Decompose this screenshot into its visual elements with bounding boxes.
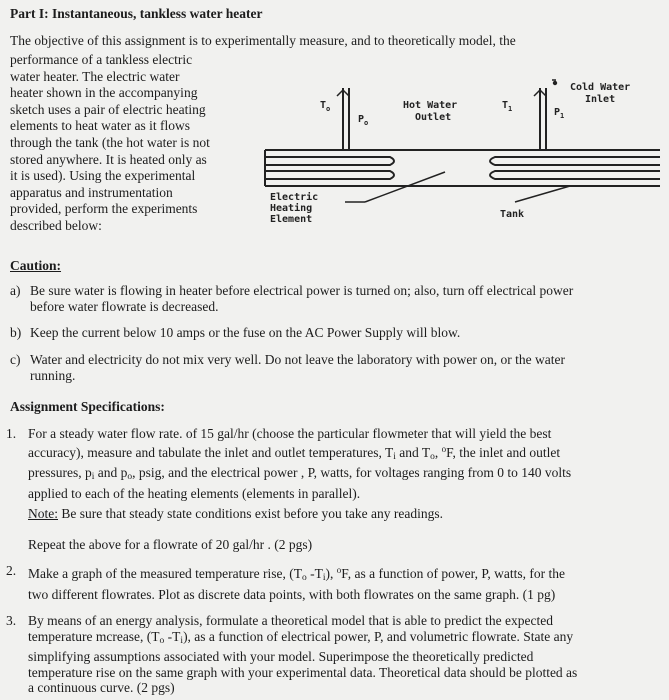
spec-line: accuracy), measure and tabulate the inlet and outlet temperatures, $T_i$ and $T_o$, $^o$F, the inlet and outlet <box>28 443 561 462</box>
page-title: Part I: Instantaneous, tankless water heater <box>10 6 263 21</box>
intro-first-line: The objective of this assignment is to experimentally measure, and to theoretically model, the <box>10 33 516 48</box>
caution-item-c <box>10 352 650 383</box>
tank-body <box>265 150 660 186</box>
spec-line: Make a graph of the measured temperature rise, ($T_o$ $-T_i$), $^o$F, as a function of power, P, watts, for the <box>28 565 565 583</box>
intro-line: stored anywhere. It is heated only as <box>10 151 207 167</box>
caution-item-b <box>10 325 650 341</box>
caution-item-a <box>10 283 650 314</box>
spec-line: By means of an energy analysis, formulate a theoretical model that is able to predict the expected <box>28 613 553 628</box>
intro-line: performance of a tankless electric <box>10 52 193 67</box>
caution-line: Water and electricity do not mix very well. Do not leave the laboratory with power on, or the water <box>30 352 565 367</box>
inlet-label: Inlet <box>585 94 616 105</box>
intro-line: elements to heat water as it flows <box>10 118 190 134</box>
caution-line: Be sure water is flowing in heater before electrical power is turned on; also, turn off electrical power <box>30 283 574 298</box>
spec-label: 1. <box>6 426 17 441</box>
intro-line: heater shown in the accompanying <box>10 85 198 101</box>
tank-label: Tank <box>500 209 525 220</box>
specs-heading: Assignment Specifications: <box>10 399 165 414</box>
intro-line: it is used). Using the experimental <box>10 168 196 184</box>
intro-paragraph <box>10 52 235 235</box>
caution-line: running. <box>30 367 76 383</box>
spec-line: applied to each of the heating elements (elements in parallel). <box>28 485 361 501</box>
intro-line: described below: <box>10 217 102 233</box>
heating-element <box>265 157 660 179</box>
spec-line: simplifying assumptions associated with your model. Superimpose the theoretically predicted <box>28 649 534 664</box>
caution-label: b) <box>10 325 22 340</box>
spec-item-3 <box>6 613 656 696</box>
inlet-pipe <box>540 88 546 150</box>
p-inlet-label: $P_1$ <box>554 107 565 120</box>
note-text: Be sure that steady state conditions exist before you take any readings. <box>58 506 444 521</box>
spec-line: pressures, $p_i$ and $p_o$, psig, and the electrical power , P, watts, for voltages ranging from 0 to 140 volts <box>28 465 572 482</box>
caution-label: c) <box>10 352 21 367</box>
heating-label: Heating <box>270 203 313 214</box>
intro-line: water heater. The electric water <box>10 68 180 84</box>
spec-label: 2. <box>6 563 17 578</box>
t-outlet-label: $T_o$ <box>320 100 331 113</box>
repeat-text: Repeat the above for a flowrate of 20 gal/hr . (2 pgs) <box>28 537 313 552</box>
p-outlet-label: $P_o$ <box>358 114 369 127</box>
intro-line: sketch uses a pair of electric heating <box>10 101 206 117</box>
intro-line: apparatus and instrumentation <box>10 184 173 200</box>
caution-heading: Caution: <box>10 258 62 273</box>
note <box>28 506 443 522</box>
caution-line: before water flowrate is decreased. <box>30 298 219 314</box>
heater-diagram <box>240 70 665 250</box>
note-label: Note: <box>28 506 58 521</box>
outlet-label: Outlet <box>415 112 452 123</box>
hot-water-label: Hot Water <box>403 100 458 111</box>
cold-water-label: Cold Water <box>570 82 631 93</box>
element-label: Element <box>270 214 313 225</box>
spec-line: temperature mcrease, ($T_o$ $-T_i$), as a function of electrical power, P, and volumetric flowrate. State any <box>28 628 574 646</box>
spec-item-1 <box>6 426 656 501</box>
spec-item-2 <box>6 563 656 602</box>
spec-line: a continuous curve. (2 pgs) <box>28 680 175 695</box>
spec-line: two different flowrates. Plot as discrete data points, with both flowrates on the same graph. (1 pg) <box>28 586 556 602</box>
electric-label: Electric <box>270 192 319 203</box>
caution-label: a) <box>10 283 21 298</box>
inlet-dot <box>553 81 557 85</box>
intro-line: through the tank (the hot water is not <box>10 134 210 150</box>
outlet-pipe <box>343 88 349 150</box>
spec-line: temperature rise on the same graph with your experimental data. Theoretical data should be plotted as <box>28 664 578 680</box>
t-inlet-label: $T_1$ <box>502 100 513 113</box>
spec-label: 3. <box>6 613 17 628</box>
spec-line: For a steady water flow rate. of 15 gal/hr (choose the particular flowmeter that will yield the best <box>28 426 552 441</box>
caution-line: Keep the current below 10 amps or the fuse on the AC Power Supply will blow. <box>30 325 461 340</box>
intro-line: provided, perform the experiments <box>10 201 198 217</box>
